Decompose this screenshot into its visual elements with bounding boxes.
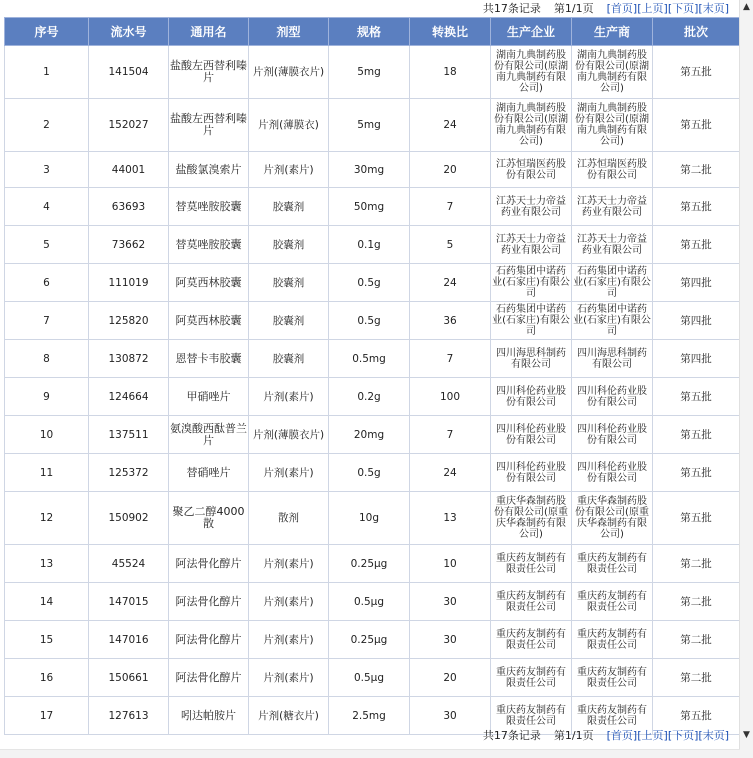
cell-col-dosage-form: 片剂(素片)	[249, 583, 329, 621]
cell-col-index: 13	[5, 545, 89, 583]
cell-col-generic-name: 阿法骨化醇片	[169, 545, 249, 583]
cell-col-manufacturer: 四川科伦药业股份有限公司	[572, 454, 653, 492]
cell-col-serial: 125820	[89, 302, 169, 340]
cell-col-spec: 0.5g	[329, 454, 410, 492]
cell-col-conversion: 100	[410, 378, 491, 416]
cell-col-spec: 0.1g	[329, 226, 410, 264]
cell-col-spec: 0.25μg	[329, 621, 410, 659]
drug-table	[4, 17, 740, 735]
cell-col-spec: 5mg	[329, 99, 410, 152]
cell-col-enterprise: 江苏恒瑞医药股份有限公司	[491, 152, 572, 188]
table-header	[5, 18, 740, 46]
cell-col-enterprise: 重庆华森制药股份有限公司(原重庆华森制药有限公司)	[491, 492, 572, 545]
cell-col-generic-name: 阿法骨化醇片	[169, 583, 249, 621]
cell-col-batch: 第二批	[653, 659, 740, 697]
cell-col-manufacturer: 石药集团中诺药业(石家庄)有限公司	[572, 302, 653, 340]
header-col-serial: 流水号	[89, 18, 169, 46]
cell-col-conversion: 7	[410, 340, 491, 378]
cell-col-serial: 44001	[89, 152, 169, 188]
cell-col-conversion: 30	[410, 621, 491, 659]
cell-col-index: 9	[5, 378, 89, 416]
cell-col-dosage-form: 片剂(薄膜衣)	[249, 99, 329, 152]
cell-col-batch: 第四批	[653, 264, 740, 302]
cell-col-batch: 第四批	[653, 340, 740, 378]
cell-col-generic-name: 阿法骨化醇片	[169, 621, 249, 659]
cell-col-conversion: 20	[410, 659, 491, 697]
cell-col-manufacturer: 重庆药友制药有限责任公司	[572, 697, 653, 735]
cell-col-batch: 第五批	[653, 188, 740, 226]
cell-col-conversion: 24	[410, 454, 491, 492]
cell-col-conversion: 10	[410, 545, 491, 583]
header-col-index: 序号	[5, 18, 89, 46]
cell-col-serial: 127613	[89, 697, 169, 735]
page-indicator: 第1/1页	[553, 729, 594, 742]
cell-col-index: 12	[5, 492, 89, 545]
cell-col-manufacturer: 重庆药友制药有限责任公司	[572, 583, 653, 621]
header-col-generic-name: 通用名	[169, 18, 249, 46]
cell-col-conversion: 5	[410, 226, 491, 264]
cell-col-spec: 0.5g	[329, 264, 410, 302]
chevron-down-icon[interactable]: ▼	[743, 730, 750, 740]
cell-col-enterprise: 石药集团中诺药业(石家庄)有限公司	[491, 302, 572, 340]
cell-col-index: 6	[5, 264, 89, 302]
table-row	[5, 226, 740, 264]
table-row	[5, 659, 740, 697]
cell-col-batch: 第二批	[653, 152, 740, 188]
cell-col-conversion: 18	[410, 46, 491, 99]
first-page-link[interactable]: [首页]	[606, 729, 638, 742]
cell-col-serial: 63693	[89, 188, 169, 226]
cell-col-serial: 137511	[89, 416, 169, 454]
cell-col-serial: 125372	[89, 454, 169, 492]
cell-col-serial: 124664	[89, 378, 169, 416]
cell-col-batch: 第二批	[653, 583, 740, 621]
cell-col-manufacturer: 重庆华森制药股份有限公司(原重庆华森制药有限公司)	[572, 492, 653, 545]
table-row	[5, 99, 740, 152]
cell-col-batch: 第五批	[653, 46, 740, 99]
cell-col-generic-name: 恩替卡韦胶囊	[169, 340, 249, 378]
cell-col-index: 17	[5, 697, 89, 735]
cell-col-generic-name: 吲达帕胺片	[169, 697, 249, 735]
cell-col-enterprise: 江苏天士力帝益药业有限公司	[491, 226, 572, 264]
page-indicator: 第1/1页	[553, 2, 594, 15]
cell-col-dosage-form: 片剂(素片)	[249, 152, 329, 188]
cell-col-manufacturer: 江苏天士力帝益药业有限公司	[572, 226, 653, 264]
cell-col-dosage-form: 散剂	[249, 492, 329, 545]
cell-col-index: 15	[5, 621, 89, 659]
cell-col-generic-name: 甲硝唑片	[169, 378, 249, 416]
table-row	[5, 583, 740, 621]
header-col-batch: 批次	[653, 18, 740, 46]
cell-col-dosage-form: 胶囊剂	[249, 340, 329, 378]
cell-col-index: 14	[5, 583, 89, 621]
pager-bottom	[483, 727, 729, 744]
cell-col-spec: 20mg	[329, 416, 410, 454]
cell-col-manufacturer: 江苏天士力帝益药业有限公司	[572, 188, 653, 226]
cell-col-enterprise: 四川科伦药业股份有限公司	[491, 454, 572, 492]
cell-col-batch: 第五批	[653, 416, 740, 454]
cell-col-batch: 第二批	[653, 621, 740, 659]
cell-col-dosage-form: 片剂(薄膜衣片)	[249, 46, 329, 99]
cell-col-conversion: 7	[410, 416, 491, 454]
cell-col-spec: 0.5g	[329, 302, 410, 340]
cell-col-enterprise: 四川海思科制药有限公司	[491, 340, 572, 378]
cell-col-serial: 147016	[89, 621, 169, 659]
cell-col-index: 2	[5, 99, 89, 152]
table-row	[5, 492, 740, 545]
first-page-link[interactable]: [首页]	[606, 2, 638, 15]
cell-col-manufacturer: 四川海思科制药有限公司	[572, 340, 653, 378]
horizontal-scrollbar[interactable]	[0, 749, 740, 758]
cell-col-enterprise: 重庆药友制药有限责任公司	[491, 659, 572, 697]
cell-col-conversion: 30	[410, 583, 491, 621]
header-col-spec: 规格	[329, 18, 410, 46]
cell-col-enterprise: 湖南九典制药股份有限公司(原湖南九典制药有限公司)	[491, 46, 572, 99]
cell-col-dosage-form: 胶囊剂	[249, 226, 329, 264]
table-row	[5, 621, 740, 659]
cell-col-index: 10	[5, 416, 89, 454]
cell-col-generic-name: 替莫唑胺胶囊	[169, 226, 249, 264]
cell-col-serial: 147015	[89, 583, 169, 621]
table-row	[5, 302, 740, 340]
cell-col-index: 8	[5, 340, 89, 378]
cell-col-dosage-form: 胶囊剂	[249, 302, 329, 340]
cell-col-conversion: 20	[410, 152, 491, 188]
cell-col-manufacturer: 重庆药友制药有限责任公司	[572, 621, 653, 659]
last-page-link[interactable]: [末页]	[698, 2, 729, 15]
cell-col-spec: 0.2g	[329, 378, 410, 416]
cell-col-generic-name: 阿法骨化醇片	[169, 659, 249, 697]
table-row	[5, 545, 740, 583]
cell-col-manufacturer: 重庆药友制药有限责任公司	[572, 545, 653, 583]
cell-col-batch: 第五批	[653, 378, 740, 416]
cell-col-enterprise: 江苏天士力帝益药业有限公司	[491, 188, 572, 226]
cell-col-dosage-form: 片剂(糖衣片)	[249, 697, 329, 735]
table-row	[5, 454, 740, 492]
cell-col-generic-name: 氨溴酸西酞普兰片	[169, 416, 249, 454]
cell-col-manufacturer: 四川科伦药业股份有限公司	[572, 416, 653, 454]
cell-col-spec: 0.5μg	[329, 583, 410, 621]
cell-col-serial: 150902	[89, 492, 169, 545]
cell-col-spec: 30mg	[329, 152, 410, 188]
cell-col-index: 3	[5, 152, 89, 188]
record-count: 共17条记录	[482, 2, 541, 15]
cell-col-batch: 第五批	[653, 697, 740, 735]
cell-col-serial: 152027	[89, 99, 169, 152]
cell-col-enterprise: 湖南九典制药股份有限公司(原湖南九典制药有限公司)	[491, 99, 572, 152]
vertical-scrollbar[interactable]	[739, 0, 753, 758]
cell-col-generic-name: 替硝唑片	[169, 454, 249, 492]
table-row	[5, 188, 740, 226]
cell-col-serial: 130872	[89, 340, 169, 378]
cell-col-generic-name: 聚乙二醇4000散	[169, 492, 249, 545]
last-page-link[interactable]: [末页]	[698, 729, 729, 742]
cell-col-generic-name: 盐酸氯溴索片	[169, 152, 249, 188]
cell-col-index: 1	[5, 46, 89, 99]
cell-col-spec: 10g	[329, 492, 410, 545]
chevron-up-icon[interactable]: ▲	[743, 2, 750, 12]
cell-col-manufacturer: 湖南九典制药股份有限公司(原湖南九典制药有限公司)	[572, 99, 653, 152]
cell-col-index: 7	[5, 302, 89, 340]
cell-col-manufacturer: 湖南九典制药股份有限公司(原湖南九典制药有限公司)	[572, 46, 653, 99]
cell-col-manufacturer: 四川科伦药业股份有限公司	[572, 378, 653, 416]
cell-col-spec: 50mg	[329, 188, 410, 226]
pager-top	[483, 0, 729, 17]
cell-col-enterprise: 重庆药友制药有限责任公司	[491, 621, 572, 659]
table-row	[5, 46, 740, 99]
header-col-conversion: 转换比	[410, 18, 491, 46]
cell-col-index: 16	[5, 659, 89, 697]
prev-page-link[interactable]: [上页]	[637, 729, 668, 742]
cell-col-serial: 73662	[89, 226, 169, 264]
cell-col-enterprise: 重庆药友制药有限责任公司	[491, 545, 572, 583]
cell-col-manufacturer: 江苏恒瑞医药股份有限公司	[572, 152, 653, 188]
table-row	[5, 152, 740, 188]
cell-col-serial: 111019	[89, 264, 169, 302]
cell-col-spec: 2.5mg	[329, 697, 410, 735]
cell-col-serial: 150661	[89, 659, 169, 697]
cell-col-index: 11	[5, 454, 89, 492]
cell-col-enterprise: 重庆药友制药有限责任公司	[491, 697, 572, 735]
cell-col-conversion: 13	[410, 492, 491, 545]
cell-col-dosage-form: 片剂(薄膜衣片)	[249, 416, 329, 454]
cell-col-batch: 第五批	[653, 454, 740, 492]
cell-col-dosage-form: 片剂(素片)	[249, 621, 329, 659]
cell-col-enterprise: 重庆药友制药有限责任公司	[491, 583, 572, 621]
cell-col-spec: 0.25μg	[329, 545, 410, 583]
cell-col-spec: 5mg	[329, 46, 410, 99]
cell-col-generic-name: 盐酸左西替利嗪片	[169, 46, 249, 99]
cell-col-conversion: 24	[410, 99, 491, 152]
cell-col-conversion: 30	[410, 697, 491, 735]
cell-col-generic-name: 阿莫西林胶囊	[169, 302, 249, 340]
cell-col-batch: 第五批	[653, 492, 740, 545]
cell-col-dosage-form: 胶囊剂	[249, 264, 329, 302]
cell-col-generic-name: 盐酸左西替利嗪片	[169, 99, 249, 152]
table-row	[5, 340, 740, 378]
cell-col-serial: 45524	[89, 545, 169, 583]
cell-col-batch: 第五批	[653, 99, 740, 152]
table-row	[5, 416, 740, 454]
cell-col-generic-name: 替莫唑胺胶囊	[169, 188, 249, 226]
cell-col-enterprise: 石药集团中诺药业(石家庄)有限公司	[491, 264, 572, 302]
cell-col-enterprise: 四川科伦药业股份有限公司	[491, 416, 572, 454]
cell-col-dosage-form: 胶囊剂	[249, 188, 329, 226]
cell-col-serial: 141504	[89, 46, 169, 99]
cell-col-manufacturer: 石药集团中诺药业(石家庄)有限公司	[572, 264, 653, 302]
record-count: 共17条记录	[482, 729, 541, 742]
cell-col-dosage-form: 片剂(素片)	[249, 545, 329, 583]
header-col-manufacturer: 生产商	[572, 18, 653, 46]
cell-col-spec: 0.5μg	[329, 659, 410, 697]
cell-col-spec: 0.5mg	[329, 340, 410, 378]
cell-col-index: 5	[5, 226, 89, 264]
cell-col-enterprise: 四川科伦药业股份有限公司	[491, 378, 572, 416]
cell-col-batch: 第四批	[653, 302, 740, 340]
next-page-link[interactable]: [下页]	[667, 2, 699, 15]
cell-col-generic-name: 阿莫西林胶囊	[169, 264, 249, 302]
header-col-enterprise: 生产企业	[491, 18, 572, 46]
cell-col-batch: 第二批	[653, 545, 740, 583]
cell-col-conversion: 36	[410, 302, 491, 340]
header-col-dosage-form: 剂型	[249, 18, 329, 46]
cell-col-conversion: 24	[410, 264, 491, 302]
table-row	[5, 378, 740, 416]
cell-col-index: 4	[5, 188, 89, 226]
cell-col-dosage-form: 片剂(素片)	[249, 659, 329, 697]
prev-page-link[interactable]: [上页]	[637, 2, 668, 15]
cell-col-dosage-form: 片剂(素片)	[249, 378, 329, 416]
cell-col-manufacturer: 重庆药友制药有限责任公司	[572, 659, 653, 697]
cell-col-dosage-form: 片剂(素片)	[249, 454, 329, 492]
next-page-link[interactable]: [下页]	[667, 729, 699, 742]
cell-col-conversion: 7	[410, 188, 491, 226]
cell-col-batch: 第五批	[653, 226, 740, 264]
table-row	[5, 264, 740, 302]
